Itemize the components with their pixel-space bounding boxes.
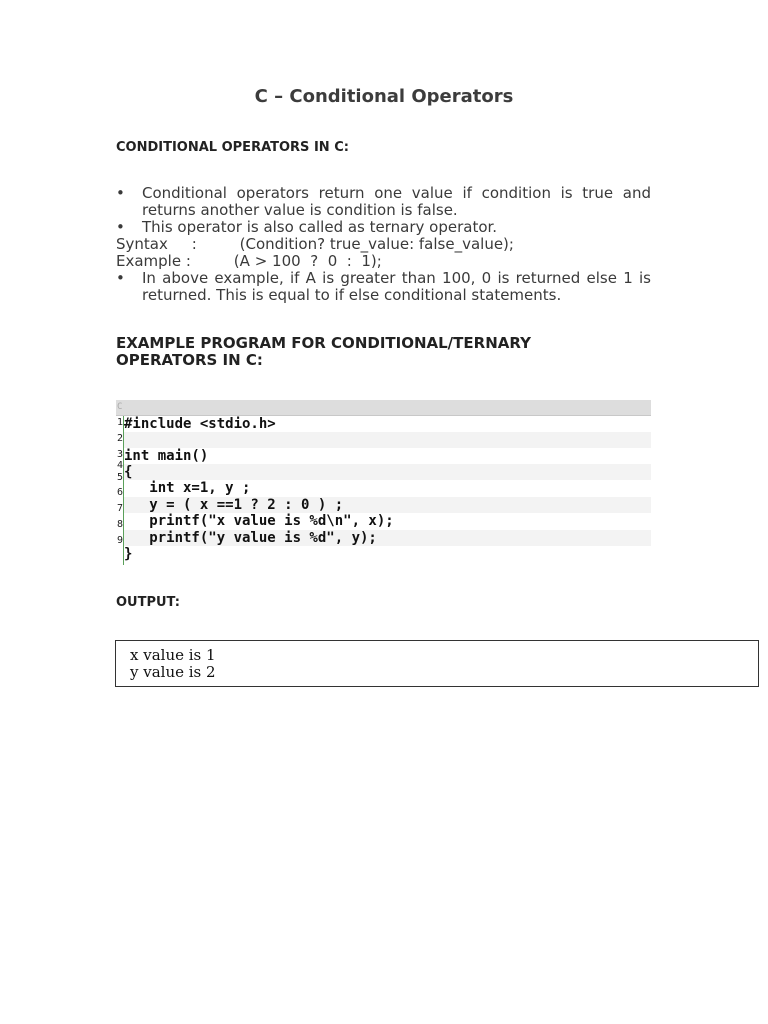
code-line: #include <stdio.h>: [124, 416, 276, 432]
bullet-text: In above example, if A is greater than 100, 0 is returned else 1 is returned. This is equal to if else conditional statements.: [142, 269, 651, 304]
code-line: {: [124, 464, 651, 480]
output-line: x value is 1: [130, 646, 216, 664]
code-line: printf("y value is %d", y);: [124, 530, 651, 546]
program-output-box: [115, 640, 759, 687]
bullet-icon: •: [116, 269, 125, 287]
bullet-text: Conditional operators return one value if condition is true and returns another value is condition is false.: [142, 184, 651, 219]
conditional-operators-description: [116, 185, 651, 304]
line-number-gutter: [116, 416, 123, 565]
section-heading-conditional-operators: CONDITIONAL OPERATORS IN C:: [116, 140, 349, 155]
section-heading-example-program: EXAMPLE PROGRAM FOR CONDITIONAL/TERNARY OPERATORS IN C:: [116, 334, 531, 369]
bullet-item: [116, 185, 651, 219]
example-line: Example : (A > 100 ? 0 : 1);: [116, 252, 382, 270]
syntax-line: Syntax : (Condition? true_value: false_value);: [116, 235, 514, 253]
line-number: 7: [117, 503, 124, 514]
line-number: 5: [117, 472, 124, 483]
line-number: 8: [117, 519, 124, 530]
line-number: 2: [117, 433, 124, 444]
section-heading-output: OUTPUT:: [116, 595, 180, 610]
output-line: y value is 2: [130, 663, 216, 681]
code-line: int main(): [124, 448, 209, 464]
code-line: int x=1, y ;: [124, 480, 251, 496]
code-block: [116, 400, 651, 565]
page-title: C – Conditional Operators: [254, 86, 514, 107]
bullet-item: [116, 219, 651, 236]
bullet-text: This operator is also called as ternary operator.: [142, 218, 498, 236]
line-number: 9: [117, 535, 124, 546]
line-number: 6: [117, 487, 124, 498]
code-body: [116, 416, 651, 565]
bullet-icon: •: [116, 218, 125, 236]
line-number: 1: [117, 417, 124, 428]
code-line: }: [124, 546, 133, 562]
bullet-icon: •: [116, 184, 125, 202]
code-line: [124, 432, 651, 448]
code-line: printf("x value is %d\n", x);: [124, 513, 394, 529]
code-line: y = ( x ==1 ? 2 : 0 ) ;: [124, 497, 651, 513]
bullet-item: [116, 270, 651, 304]
line-number: 3: [117, 449, 124, 460]
code-language-label: C: [116, 400, 651, 416]
line-number: 4: [117, 460, 124, 471]
